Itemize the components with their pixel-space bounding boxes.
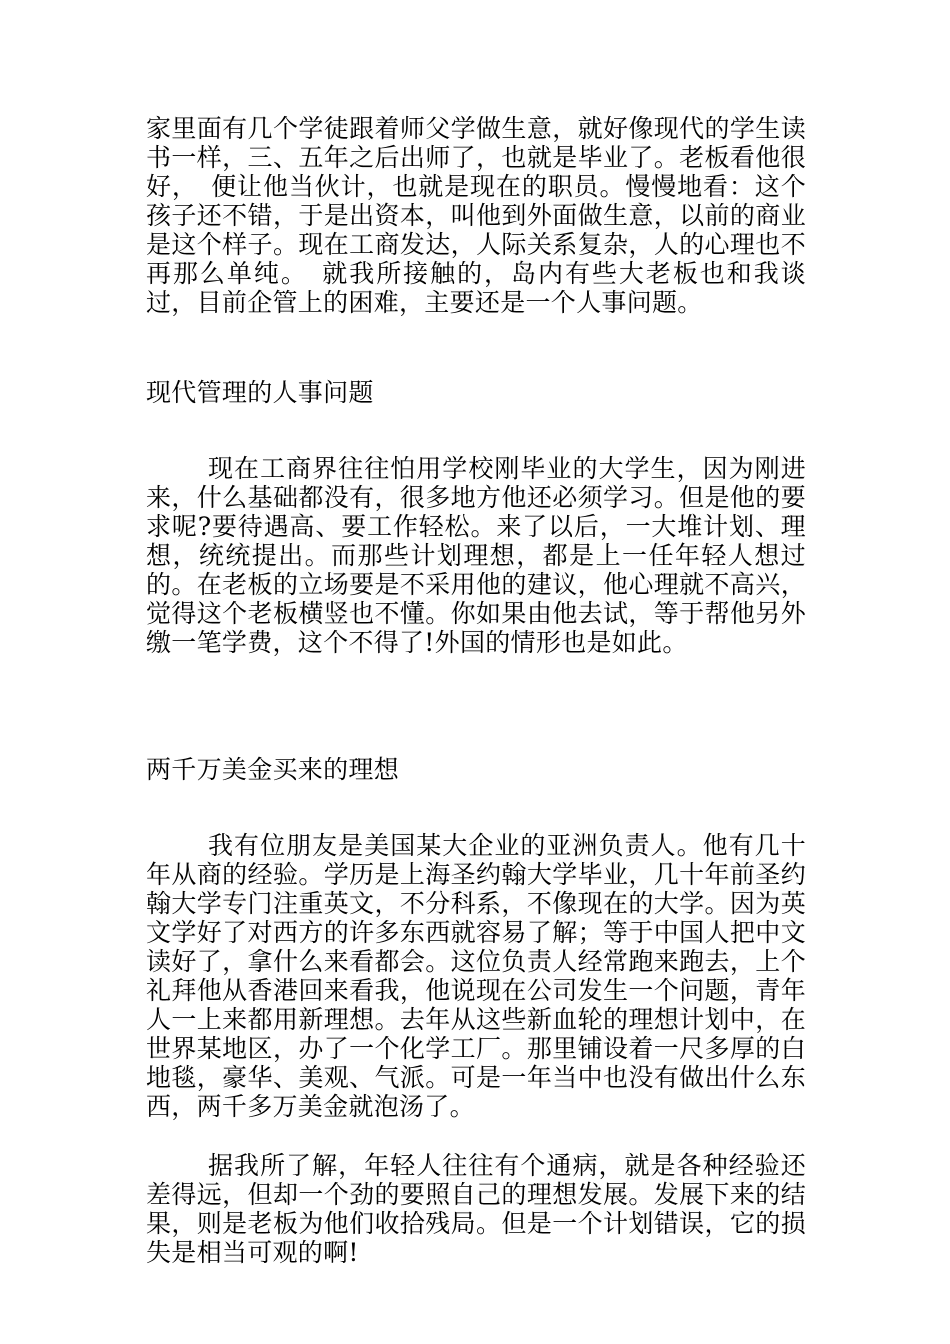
section-paragraph-twenty-million-1: 我有位朋友是美国某大企业的亚洲负责人。他有几十年从商的经验。学历是上海圣约翰大学毕业，几十年前圣约翰大学专门注重英文，不分科系，不像现在的大学。因为英文学好了对西方的许多东西就容易了解；等于中国人把中文读好了，拿什么来看都会。这位负责人经常跑来跑去，上个礼拜他从香港回来看我，他说现在公司发生一个问题，青年人一上来都用新理想。去年从这些新血轮的理想计划中，在世界某地区，办了一个化学工厂。那里铺设着一尺多厚的白地毯，豪华、美观、气派。可是一年当中也没有做出什么东西，两千多万美金就泡汤了。 [146, 831, 806, 1121]
section-paragraph-modern-management: 现在工商界往往怕用学校刚毕业的大学生，因为刚进来，什么基础都没有，很多地方他还必须学习。但是他的要求呢?要待遇高、要工作轻松。来了以后，一大堆计划、理想，统统提出。而那些计划理想，都是上一任年轻人想过的。在老板的立场要是不采用他的建议，他心理就不高兴，觉得这个老板横竖也不懂。你如果由他去试，等于帮他另外缴一笔学费，这个不得了!外国的情形也是如此。 [146, 454, 806, 657]
section-heading-twenty-million: 两千万美金买来的理想 [146, 755, 400, 784]
section-paragraph-twenty-million-2: 据我所了解，年轻人往往有个通病，就是各种经验还差得远，但却一个劲的要照自己的理想发展。发展下来的结果，则是老板为他们收拾残局。但是一个计划错误，它的损失是相当可观的啊! [146, 1151, 806, 1267]
document-page [146, 114, 806, 1267]
section-heading-modern-management: 现代管理的人事问题 [146, 378, 374, 407]
intro-paragraph: 家里面有几个学徒跟着师父学做生意，就好像现代的学生读书一样，三、五年之后出师了，也就是毕业了。老板看他很好， 便让他当伙计，也就是现在的职员。慢慢地看：这个孩子还不错，于是出资本，叫他到外面做生意，以前的商业是这个样子。现在工商发达，人际关系复杂，人的心理也不再那么单纯。 就我所接触的，岛内有些大老板也和我谈过，目前企管上的困难，主要还是一个人事问题。 [146, 114, 806, 317]
